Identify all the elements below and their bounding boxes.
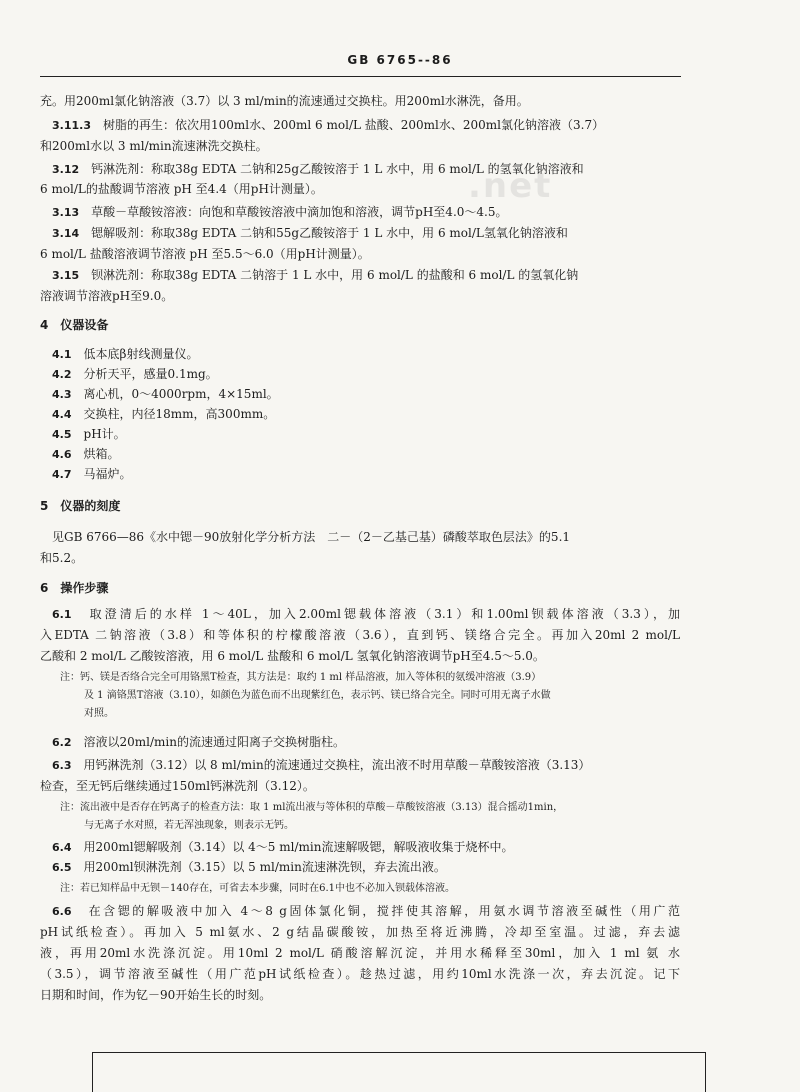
clause-3-15-line1 bbox=[52, 266, 680, 285]
note-1-line2: 及 1 滴铬黑T溶液（3.10），如颜色为蓝色而不出现紫红色，表示钙、镁已络合完全。同时可用无离子水做 bbox=[84, 690, 551, 701]
clause-text: 钡淋洗剂：称取38g EDTA 二钠溶于 1 L 水中，用 6 mol/L 的盐酸和 6 mol/L 的氢氧化钠 bbox=[91, 268, 579, 282]
clause-number: 6.2 bbox=[52, 736, 72, 749]
clause-text: 离心机，0～4000rpm，4×15ml。 bbox=[83, 387, 279, 401]
step-6-1-line3: 乙酸和 2 mol/L 乙酸铵溶液，用 6 mol/L 盐酸和 6 mol/L 氢氧化钠溶液调节pH至4.5～5.0。 bbox=[40, 649, 545, 663]
clause-number: 4.4 bbox=[52, 408, 72, 421]
clause-number: 4.3 bbox=[52, 388, 72, 401]
section-5-line1: 见GB 6766—86《水中锶－90放射化学分析方法 二－（2－乙基己基）磷酸萃取色层法》的5.1 bbox=[52, 530, 571, 544]
clause-number: 6.4 bbox=[52, 841, 72, 854]
page-header-standard-number: GB 6765--86 bbox=[347, 53, 453, 67]
clause-3-14-line1 bbox=[52, 224, 680, 243]
clause-number: 3.11.3 bbox=[52, 119, 91, 132]
clause-text: 取澄清后的水样 1～40L，加入2.00ml锶载体溶液（3.1）和1.00ml钡载体溶液（3.3），加 bbox=[89, 607, 680, 621]
note-1-line1: 注：钙、镁是否络合完全可用铬黑T检查，其方法是：取约 1 ml 样品溶液，加入等体积的氨缓冲溶液（3.9） bbox=[60, 672, 542, 683]
clause-3-11-3-line1 bbox=[52, 116, 680, 135]
clause-number: 4.2 bbox=[52, 368, 72, 381]
step-6-6-line5: 日期和时间，作为钇－90开始生长的时刻。 bbox=[40, 988, 272, 1002]
equipment-item bbox=[52, 445, 680, 464]
section-5-heading: 5 仪器的刻度 bbox=[40, 499, 121, 513]
clause-number: 3.15 bbox=[52, 269, 80, 282]
section-6-heading: 6 操作步骤 bbox=[40, 581, 109, 595]
header-rule bbox=[40, 76, 681, 77]
clause-number: 4.6 bbox=[52, 448, 72, 461]
clause-number: 4.7 bbox=[52, 468, 72, 481]
clause-text: 分析天平，感量0.1mg。 bbox=[83, 367, 218, 381]
clause-3-13-line1 bbox=[52, 203, 680, 222]
clause-3-14-line2: 6 mol/L 盐酸溶液调节溶液 pH 至5.5～6.0（用pH计测量）。 bbox=[40, 247, 370, 261]
step-6-6-line1 bbox=[52, 902, 680, 921]
equipment-item bbox=[52, 465, 680, 484]
clause-text: 用钙淋洗剂（3.12）以 8 ml/min的流速通过交换柱，流出液不时用草酸－草酸铵溶液（3.13） bbox=[83, 758, 591, 772]
clause-number: 6.1 bbox=[52, 608, 72, 621]
clause-text: 用200ml钡淋洗剂（3.15）以 5 ml/min流速淋洗钡，弃去流出液。 bbox=[83, 860, 446, 874]
section-4-heading: 4 仪器设备 bbox=[40, 318, 109, 332]
clause-number: 3.12 bbox=[52, 163, 80, 176]
section-5-line2: 和5.2。 bbox=[40, 551, 84, 565]
clause-number: 4.1 bbox=[52, 348, 72, 361]
step-6-6-line4: （3.5），调节溶液至碱性（用广范pH试纸检查）。趁热过滤，用约10ml水洗涤一次，弃去沉淀。记下 bbox=[40, 967, 680, 981]
equipment-item bbox=[52, 365, 680, 384]
note-2-line2: 与无离子水对照，若无浑浊现象，则表示无钙。 bbox=[84, 820, 294, 831]
equipment-item bbox=[52, 425, 680, 444]
clause-text: 交换柱，内径18mm，高300mm。 bbox=[83, 407, 276, 421]
clause-number: 3.14 bbox=[52, 227, 80, 240]
clause-text: 树脂的再生：依次用100ml水、200ml 6 mol/L 盐酸、200ml水、200ml氯化钠溶液（3.7） bbox=[103, 118, 605, 132]
clause-3-15-line2: 溶液调节溶液pH至9.0。 bbox=[40, 289, 174, 303]
equipment-item bbox=[52, 405, 680, 424]
step-6-1-line2: 入EDTA 二钠溶液（3.8）和等体积的柠檬酸溶液（3.6），直到钙、镁络合完全。再加入20ml 2 mol/L bbox=[40, 628, 680, 642]
clause-3-12-line1 bbox=[52, 160, 680, 179]
clause-text: pH计。 bbox=[83, 427, 126, 441]
step-6-3-line1 bbox=[52, 756, 680, 775]
clause-3-12-line2: 6 mol/L的盐酸调节溶液 pH 至4.4（用pH计测量）。 bbox=[40, 182, 323, 196]
clause-text: 钙淋洗剂：称取38g EDTA 二钠和25g乙酸铵溶于 1 L 水中，用 6 mol/L 的氢氧化钠溶液和 bbox=[91, 162, 584, 176]
note-3: 注：若已知样品中无钡－140存在，可省去本步骤，同时在6.1中也不必加入钡载体溶液。 bbox=[60, 883, 455, 894]
clause-text: 在含锶的解吸液中加入 4～8 g固体氯化铜，搅拌使其溶解，用氨水调节溶液至碱性（用广范 bbox=[88, 904, 680, 918]
step-6-6-line3: 液，再用20ml水洗涤沉淀。用10ml 2 mol/L 硝酸溶解沉淀，并用水稀释至30ml，加入 1 ml 氨 水 bbox=[40, 946, 680, 960]
clause-text: 溶液以20ml/min的流速通过阳离子交换树脂柱。 bbox=[83, 735, 345, 749]
clause-number: 6.3 bbox=[52, 759, 72, 772]
equipment-item bbox=[52, 345, 680, 364]
bottom-frame bbox=[92, 1052, 706, 1092]
step-6-1-line1 bbox=[52, 605, 680, 624]
clause-3-11-3-line2: 和200ml水以 3 ml/min流速淋洗交换柱。 bbox=[40, 139, 268, 153]
note-2-line1: 注：流出液中是否存在钙离子的检查方法：取 1 ml流出液与等体积的草酸－草酸铵溶液（3.13）混合摇动1min， bbox=[60, 802, 564, 813]
step-6-5 bbox=[52, 858, 680, 877]
clause-text: 锶解吸剂：称取38g EDTA 二钠和55g乙酸铵溶于 1 L 水中，用 6 mol/L氢氧化钠溶液和 bbox=[91, 226, 568, 240]
step-6-6-line2: pH试纸检查）。再加入 5 ml氨水、2 g结晶碳酸铵，加热至将近沸腾，冷却至室温。过滤，弃去滤 bbox=[40, 925, 680, 939]
note-1-line3: 对照。 bbox=[84, 708, 114, 719]
paragraph-line: 充。用200ml氯化钠溶液（3.7）以 3 ml/min的流速通过交换柱。用200ml水淋洗，备用。 bbox=[40, 94, 529, 108]
step-6-2 bbox=[52, 733, 680, 752]
clause-number: 4.5 bbox=[52, 428, 72, 441]
clause-text: 用200ml锶解吸剂（3.14）以 4～5 ml/min流速解吸锶，解吸液收集于烧杯中。 bbox=[83, 840, 514, 854]
clause-text: 马福炉。 bbox=[83, 467, 132, 481]
step-6-3-line2: 检查，至无钙后继续通过150ml钙淋洗剂（3.12）。 bbox=[40, 779, 315, 793]
clause-number: 3.13 bbox=[52, 206, 80, 219]
clause-text: 草酸－草酸铵溶液：向饱和草酸铵溶液中滴加饱和溶液，调节pH至4.0～4.5。 bbox=[91, 205, 508, 219]
clause-text: 低本底β射线测量仪。 bbox=[83, 347, 199, 361]
clause-number: 6.6 bbox=[52, 905, 72, 918]
watermark: .net bbox=[468, 166, 553, 206]
equipment-item bbox=[52, 385, 680, 404]
clause-text: 烘箱。 bbox=[83, 447, 120, 461]
step-6-4 bbox=[52, 838, 680, 857]
clause-number: 6.5 bbox=[52, 861, 72, 874]
